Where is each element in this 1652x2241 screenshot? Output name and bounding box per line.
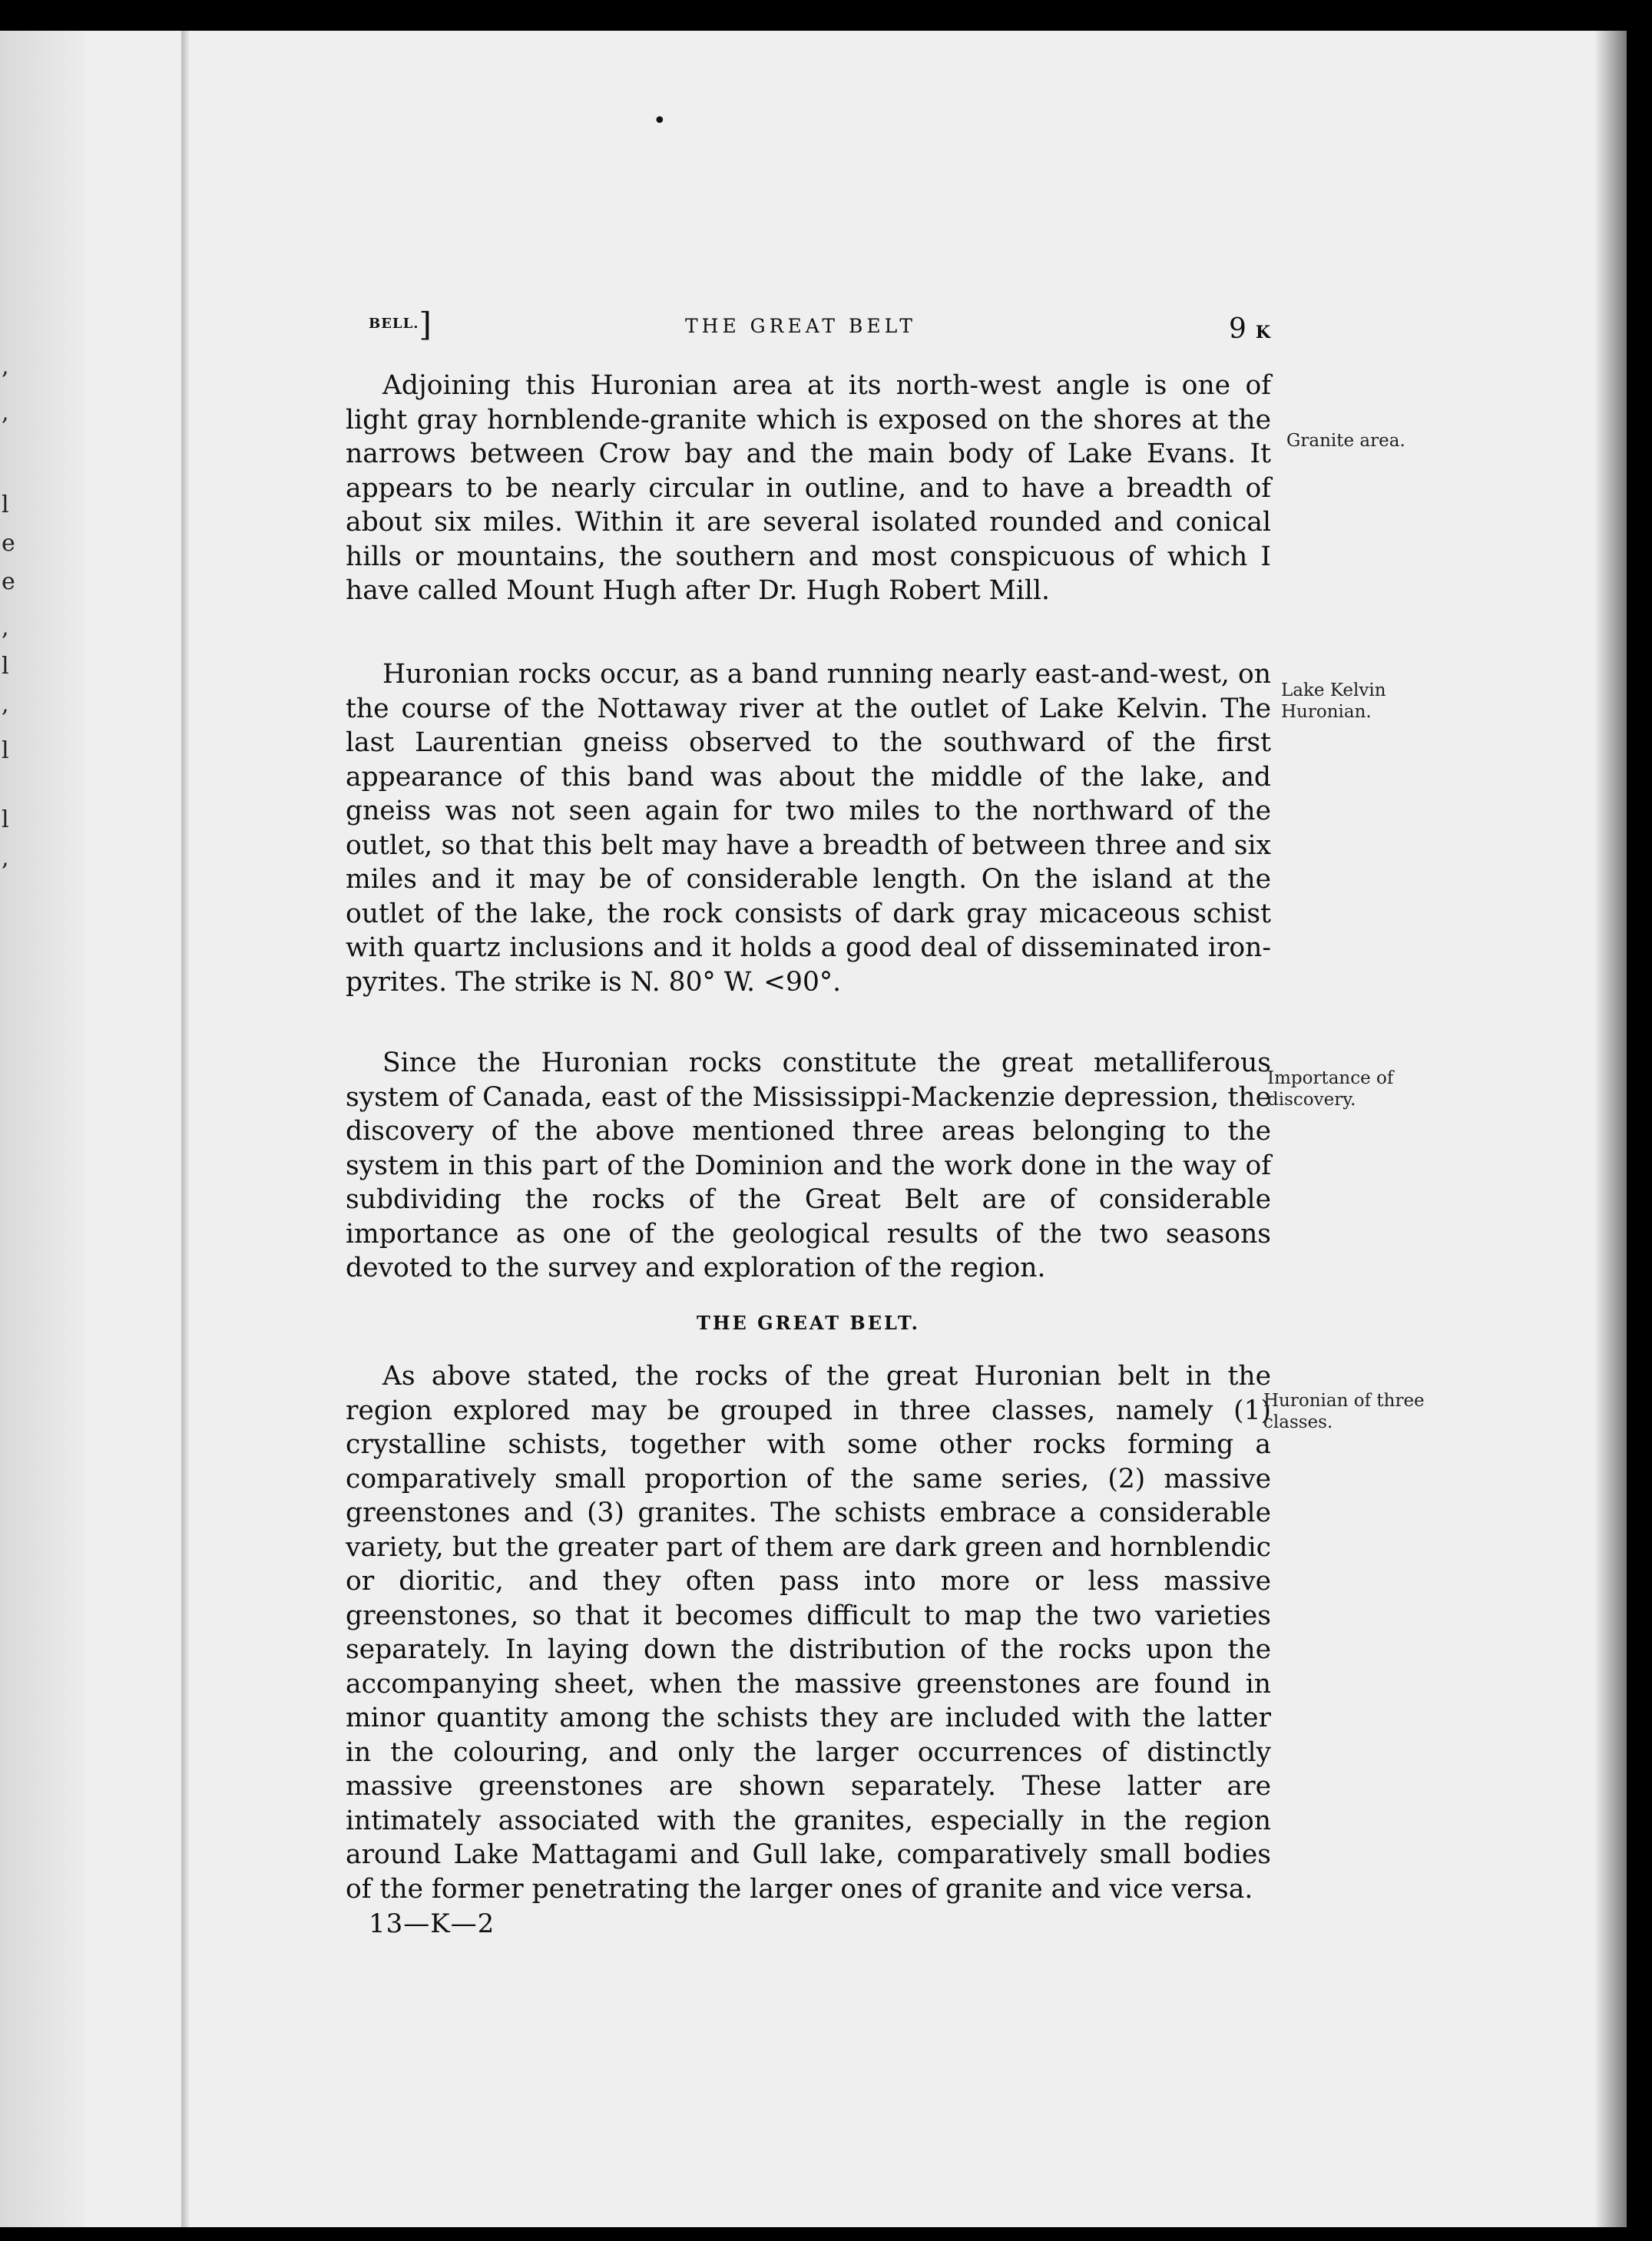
running-author-text: BELL.	[369, 316, 419, 332]
running-author-bracket: ]	[419, 306, 432, 343]
page-right-edge	[1596, 31, 1627, 2227]
running-title: THE GREAT BELT	[685, 315, 916, 337]
signature-mark: 13—K—2	[369, 1908, 495, 1939]
bleed-char: ,	[2, 399, 9, 426]
page-folio	[1229, 313, 1270, 345]
bleed-char: ,	[2, 353, 9, 380]
margin-note-importance: Importance of discovery.	[1267, 1068, 1394, 1110]
section-heading: THE GREAT BELT.	[696, 1312, 921, 1334]
bleed-char: ,	[2, 845, 9, 872]
paragraph-importance: Since the Huronian rocks constitute the great metalliferous system of Canada, east of the Mississippi-Mackenzie depression, the discovery of the above mentioned three areas belonging to the system in this part of the Dominion and the work done in the way of subdividing the rocks of the Great Belt are of considerable importance as one of the geological results of the two seasons devoted to the survey and exploration of the region.	[346, 1048, 1271, 1283]
paragraph-granite-area: Adjoining this Huronian area at its north-west angle is one of light gray hornblende-granite which is exposed on the shores at the narrows between Crow bay and the main body of Lake Evans. It appears to be nearly circular in outline, and to have a breadth of about six miles. Within it are several isolated rounded and conical hills or mountains, the southern and most conspicuous of which I have called Mount Hugh after Dr. Hugh Robert Mill.	[346, 370, 1271, 606]
page-number: 9	[1229, 313, 1246, 345]
margin-note-three-classes: Huronian of three classes.	[1263, 1391, 1425, 1432]
binding-gutter	[181, 31, 189, 2227]
scanned-page	[0, 31, 1627, 2227]
page-series: K	[1255, 323, 1271, 343]
bleed-char: e	[2, 568, 15, 595]
running-header	[361, 298, 1271, 345]
bleed-char: l	[2, 737, 9, 764]
bleed-char: ,	[2, 614, 9, 641]
bleed-char: ,	[2, 691, 9, 718]
paragraph-three-classes: As above stated, the rocks of the great Huronian belt in the region explored may be grouped in three classes, namely (1) crystalline schists, together with some other rocks forming a comparatively small proportion of the same series, (2) massive greenstones and (3) granites. The schists embrace a considerable variety, but the greater part of them are dark green and hornblendic or dioritic, and they often pass into more or less massive greenstones, so that it becomes difficult to map the two varieties separately. In laying down the distribution of the rocks upon the accompanying sheet, when the massive greenstones are found in minor quantity among the schists they are included with the latter in the colouring, and only the larger occurrences of distinctly massive greenstones are shown separately. These latter are intimately associated with the granites, especially in the region around Lake Mattagami and Gull lake, comparatively small bodies of the former penetrating the larger ones of granite and vice versa.	[346, 1361, 1271, 1905]
stray-mark: •	[653, 108, 667, 134]
previous-page-edge	[0, 31, 84, 2227]
bleed-char: l	[2, 653, 9, 680]
bleed-char: l	[2, 492, 9, 518]
margin-note-lake-kelvin: Lake Kelvin Huronian.	[1281, 680, 1386, 722]
bleed-char: l	[2, 806, 9, 833]
margin-note-granite-area: Granite area.	[1286, 431, 1405, 451]
bleed-char: e	[2, 530, 15, 557]
paragraph-lake-kelvin: Huronian rocks occur, as a band running nearly east-and-west, on the course of the Nottaway river at the outlet of Lake Kelvin. The last Laurentian gneiss observed to the southward of the first appearance of this band was about the middle of the lake, and gneiss was not seen again for two miles to the northward of the outlet, so that this belt may have a breadth of between three and six miles and it may be of considerable length. On the island at the outlet of the lake, the rock consists of dark gray micaceous schist with quartz inclusions and it holds a good deal of disseminated iron-pyrites. The strike is N. 80° W. <90°.	[346, 659, 1271, 998]
running-author	[369, 306, 432, 343]
